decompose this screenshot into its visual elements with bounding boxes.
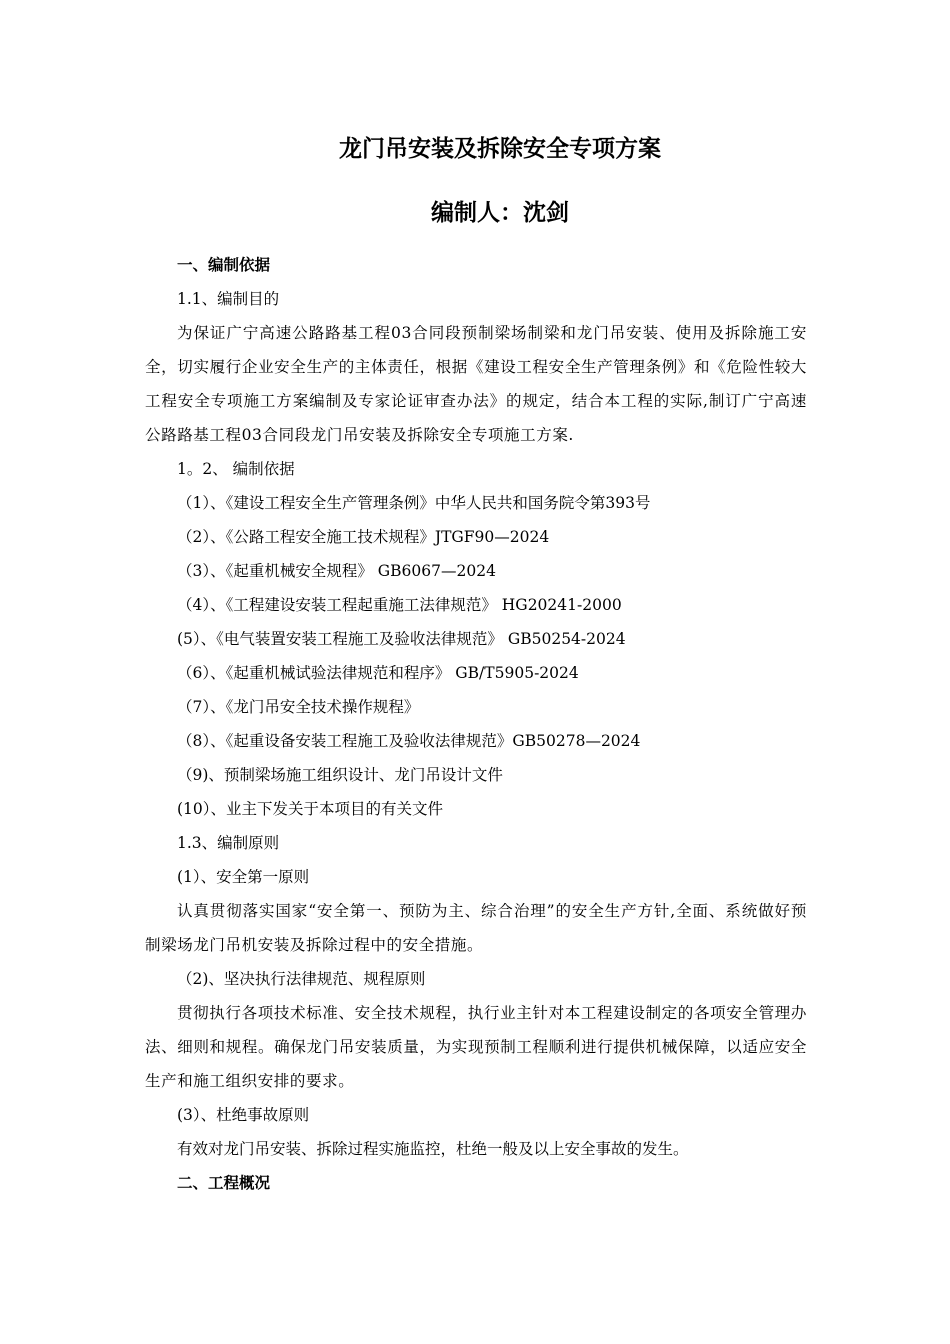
- principle-heading: (1）、安全第一原则: [177, 868, 310, 886]
- document-title: 龙门吊安装及拆除安全专项方案: [339, 136, 661, 162]
- list-item: （6）、《起重机械试验法律规范和程序》 GB/T5905-2024: [177, 664, 579, 682]
- list-item: (5）、《电气装置安装工程施工及验收法律规范》 GB50254-2024: [177, 630, 626, 648]
- principle-heading: (3）、杜绝事故原则: [177, 1106, 310, 1124]
- author-line: 编制人：沈剑: [431, 200, 569, 226]
- body-paragraph: 有效对龙门吊安装、拆除过程实施监控，杜绝一般及以上安全事故的发生。: [177, 1140, 689, 1158]
- subsection-heading: 1。2、 编制依据: [177, 460, 295, 478]
- list-item: （4）、《工程建设安装工程起重施工法律规范》 HG20241-2000: [177, 596, 622, 614]
- subsection-heading: 1.1、编制目的: [177, 290, 280, 308]
- list-item: （2）、《公路工程安全施工技术规程》JTGF90—2024: [177, 528, 550, 546]
- document-body: [145, 248, 807, 1200]
- list-item: （1）、《建设工程安全生产管理条例》中华人民共和国务院令第393号: [177, 494, 651, 512]
- list-item: （3）、《起重机械安全规程》 GB6067—2024: [177, 562, 496, 580]
- section-heading: 一、编制依据: [177, 256, 271, 274]
- list-item: （8）、《起重设备安装工程施工及验收法律规范》GB50278—2024: [177, 732, 641, 750]
- section-heading: 二、工程概况: [177, 1174, 271, 1192]
- body-paragraph: 贯彻执行各项技术标准、安全技术规程，执行业主针对本工程建设制定的各项安全管理办法、细则和规程。确保龙门吊安装质量，为实现预制工程顺利进行提供机械保障，以适应安全生产和施工组织安排的要求。: [145, 1004, 807, 1090]
- list-item: （9)、预制梁场施工组织设计、龙门吊设计文件: [177, 766, 503, 784]
- body-paragraph: 认真贯彻落实国家“安全第一、预防为主、综合治理”的安全生产方针,全面、系统做好预制梁场龙门吊机安装及拆除过程中的安全措施。: [145, 902, 807, 954]
- list-item: (10）、业主下发关于本项目的有关文件: [177, 800, 444, 818]
- subsection-heading: 1.3、编制原则: [177, 834, 280, 852]
- list-item: （7）、《龙门吊安全技术操作规程》: [177, 698, 420, 716]
- body-paragraph: 为保证广宁高速公路路基工程03合同段预制梁场制梁和龙门吊安装、使用及拆除施工安全，切实履行企业安全生产的主体责任，根据《建设工程安全生产管理条例》和《危险性较大工程安全专项施工方案编制及专家论证审查办法》的规定，结合本工程的实际,制订广宁高速公路路基工程03合同段龙门吊安装及拆除安全专项施工方案.: [145, 324, 807, 444]
- principle-heading: （2)、坚决执行法律规范、规程原则: [177, 970, 426, 988]
